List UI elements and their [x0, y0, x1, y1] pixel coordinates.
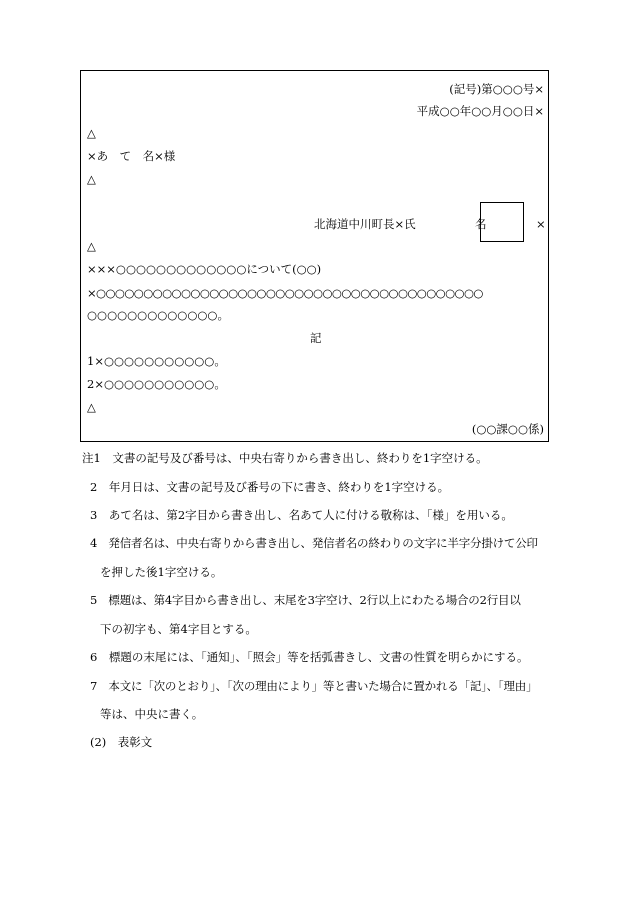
document-date: 平成○○年○○月○○日× [416, 104, 544, 118]
record-number: (記号)第○○○号× [449, 82, 544, 96]
seal-char: 名 [475, 217, 487, 231]
section-heading: (2) 表彰文 [90, 735, 153, 749]
note-item: 2 年月日は、文書の記号及び番号の下に書き、終わりを1字空ける。 [90, 480, 450, 494]
list-item-1: 1×○○○○○○○○○○○。 [87, 354, 226, 368]
sender-end-mark: × [536, 217, 546, 231]
blank-line-marker: △ [87, 172, 96, 186]
note-item: 等は、中央に書く。 [100, 707, 204, 721]
note-item: 注1 文書の記号及び番号は、中央右寄りから書き出し、終わりを1字空ける。 [82, 451, 488, 465]
note-item: を押した後1字空ける。 [100, 565, 223, 579]
subject-line: ×××○○○○○○○○○○○○○について(○○) [87, 262, 322, 276]
note-item: 下の初字も、第4字目とする。 [100, 622, 257, 636]
note-item: 6 標題の末尾には、「通知」、「照会」等を括弧書きし、文書の性質を明らかにする。 [90, 650, 529, 664]
note-item: 3 あて名は、第2字目から書き出し、名あて人に付ける敬称は、「様」を用いる。 [90, 508, 513, 522]
department-line: (○○課○○係) [471, 422, 544, 436]
note-item: 5 標題は、第4字目から書き出し、末尾を3字空け、2行以上にわたる場合の2行目以 [90, 593, 521, 607]
blank-line-marker: △ [87, 126, 96, 140]
document-template-frame [80, 70, 549, 442]
body-line: ×○○○○○○○○○○○○○○○○○○○○○○○○○○○○○○○○○○○○○○○○○ [87, 286, 483, 300]
blank-line-marker: △ [87, 400, 96, 414]
note-item: 7 本文に「次のとおり」、「次の理由により」等と書いた場合に置かれる「記」、「理由」 [90, 679, 538, 693]
sender-name: 北海道中川町長×氏 [314, 217, 416, 231]
note-item: 4 発信者名は、中央右寄りから書き出し、発信者名の終わりの文字に半字分掛けて公印 [90, 536, 538, 550]
addressee: ×あ て 名×様 [87, 149, 176, 163]
blank-line-marker: △ [87, 239, 96, 253]
body-line: ○○○○○○○○○○○○○。 [87, 308, 229, 322]
official-seal-box [480, 202, 524, 242]
list-item-2: 2×○○○○○○○○○○○。 [87, 377, 226, 391]
ki-heading: 記 [310, 331, 322, 345]
